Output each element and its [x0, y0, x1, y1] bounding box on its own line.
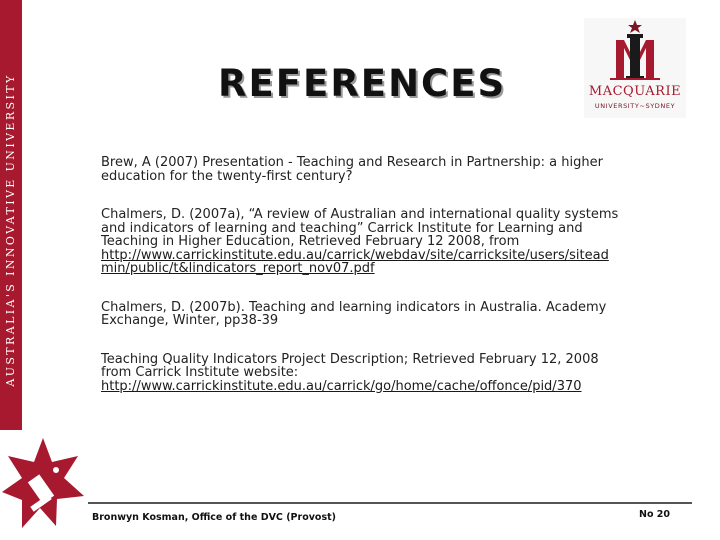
page-title: REFERENCES: [218, 62, 507, 105]
side-tagline: AUSTRALIA'S INNOVATIVE UNIVERSITY: [4, 73, 17, 387]
logo-wordmark: MACQUARIE: [588, 84, 682, 99]
reference-text: Teaching Quality Indicators Project Description; Retrieved February 12, 2008 from Carrick Institute website:: [101, 351, 599, 380]
logo-subtitle: UNIVERSITY~SYDNEY: [594, 102, 676, 110]
references-list: [101, 156, 621, 418]
reference-item: [101, 301, 621, 328]
reference-item: [101, 156, 621, 183]
macquarie-logo: [584, 18, 686, 118]
reference-text: Brew, A (2007) Presentation - Teaching and Research in Partnership: a higher education for the twenty-first century?: [101, 155, 603, 184]
footer-divider: [88, 502, 692, 504]
page-number: No 20: [639, 509, 671, 520]
macquarie-star-icon: [0, 436, 86, 532]
reference-link[interactable]: http://www.carrickinstitute.edu.au/carrick/go/home/cache/offonce/pid/370: [101, 378, 582, 394]
reference-text: Chalmers, D. (2007b). Teaching and learning indicators in Australia. Academy Exchange, Winter, pp38-39: [101, 299, 607, 328]
reference-link[interactable]: http://www.carrickinstitute.edu.au/carrick/webdav/site/carricksite/users/siteadmin/public/t&lindicators_report_nov07.pdf: [101, 247, 609, 276]
macquarie-lighthouse-logo: [584, 18, 686, 84]
reference-text: Chalmers, D. (2007a), “A review of Australian and international quality systems and indicators of learning and teaching” Carrick Institute for Learning and Teaching in Higher Education, Retrieved February 12 2008, from: [101, 207, 619, 249]
reference-item: [101, 353, 621, 394]
footer-author: Bronwyn Kosman, Office of the DVC (Provost): [92, 512, 336, 523]
side-band: [0, 0, 22, 430]
reference-item: [101, 208, 621, 276]
